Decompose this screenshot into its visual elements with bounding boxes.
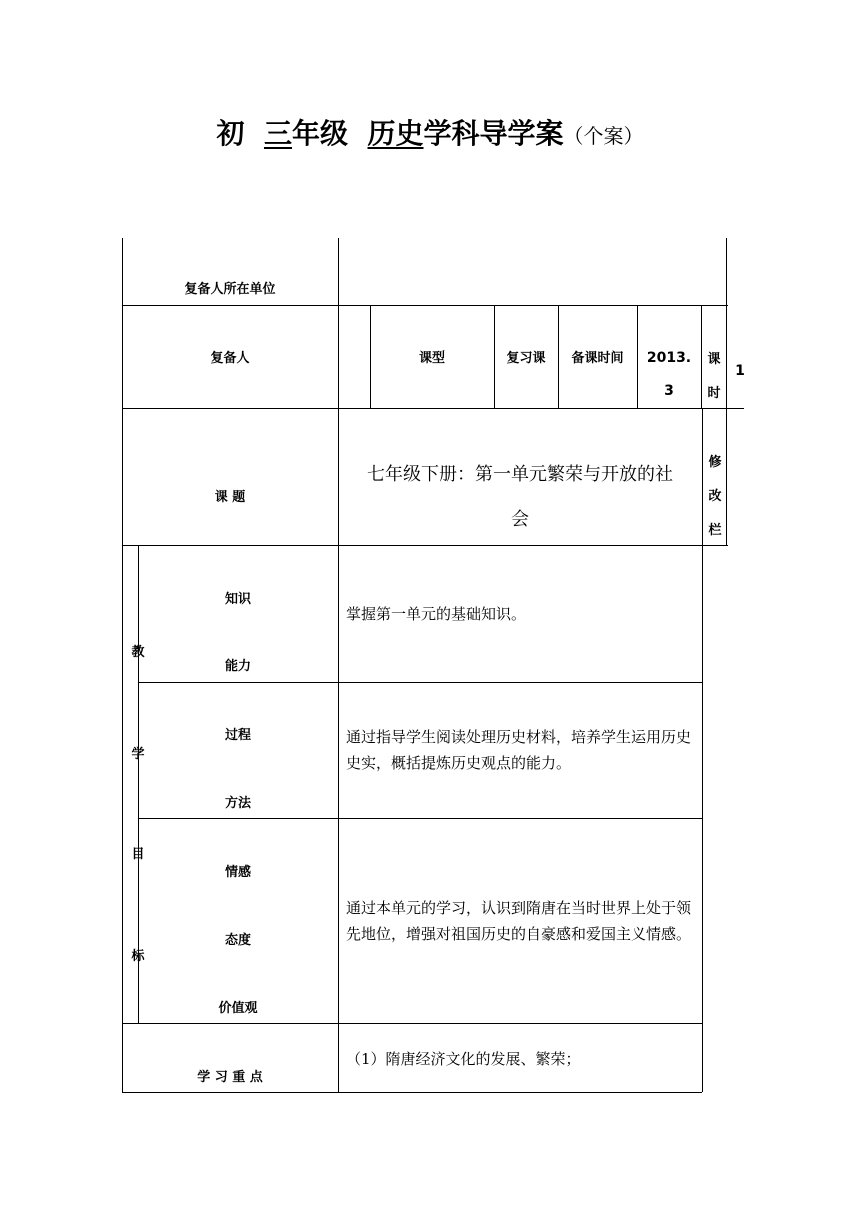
title-note: （个案）: [563, 124, 644, 148]
goals-label-3: 目: [131, 847, 145, 862]
title-grade-suffix: 年级: [291, 117, 348, 150]
topic-value-line-2: 会: [511, 509, 529, 530]
goals-label-column: [122, 545, 145, 1023]
title-subject: 历史: [367, 117, 424, 150]
goals-label-4: 标: [131, 949, 145, 964]
unit-value: [338, 238, 726, 305]
person-value: [338, 305, 370, 408]
goals-label-1: 教: [131, 645, 145, 660]
time-value-year: 2013.: [646, 350, 692, 366]
title-subject-suffix: 学科导学案: [423, 117, 564, 150]
topic-value-line-1: 七年级下册：第一单元繁荣与开放的社: [367, 464, 673, 485]
person-label: 复备人: [210, 351, 250, 366]
time-label: 备课时间: [571, 351, 624, 366]
unit-label: 复备人所在单位: [184, 282, 276, 297]
period-label-1: 课: [707, 351, 721, 367]
goal-emotion-label-1: 情感: [224, 864, 251, 880]
goal-emotion-label-2: 态度: [224, 932, 251, 948]
page-title: [0, 112, 860, 152]
focus-text: （1）隋唐经济文化的发展、繁荣；: [346, 1050, 581, 1068]
goal-emotion-label-3: 价值观: [218, 1000, 258, 1016]
title-grade: 三: [263, 117, 292, 150]
period-value: 1: [735, 363, 745, 379]
revision-label-3: 栏: [708, 522, 722, 538]
goal-process-text: 通过指导学生阅读处理历史材料，培养学生运用历史史实，概括提炼历史观点的能力。: [346, 728, 692, 772]
goal-process-label-1: 过程: [224, 727, 251, 743]
time-value-month: 3: [664, 383, 674, 399]
period-label-2: 时: [707, 385, 721, 401]
focus-label: 学 习 重 点: [197, 1069, 263, 1085]
type-value: 复习课: [506, 351, 546, 366]
revision-label-1: 修: [708, 454, 722, 470]
topic-label: 课 题: [214, 489, 246, 505]
goal-process-label-2: 方法: [224, 795, 251, 811]
revision-label-2: 改: [708, 488, 722, 504]
goals-label-2: 学: [131, 747, 145, 762]
goal-emotion-text: 通过本单元的学习，认识到隋唐在当时世界上处于领先地位，增强对祖国历史的自豪感和爱国主义情感。: [346, 898, 692, 943]
type-label: 课型: [418, 351, 445, 366]
goal-knowledge-label-2: 能力: [224, 658, 251, 674]
goal-knowledge-text: 掌握第一单元的基础知识。: [346, 604, 527, 623]
goal-knowledge-label-1: 知识: [224, 591, 251, 607]
title-prefix: 初: [216, 117, 245, 150]
